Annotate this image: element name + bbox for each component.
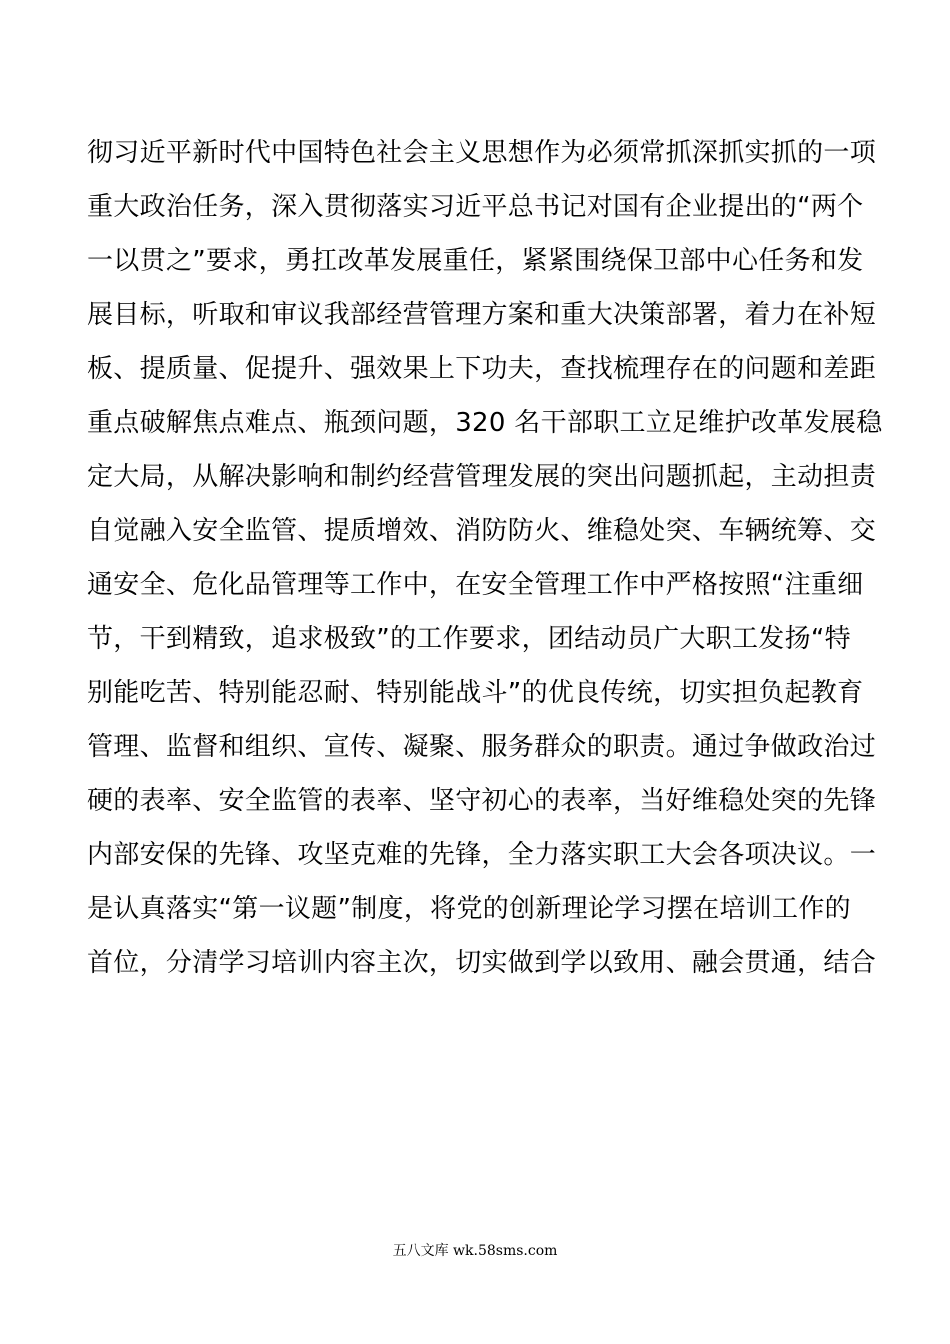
text-line: 定大局，从解决影响和制约经营管理发展的突出问题抓起，主动担责 <box>87 462 877 492</box>
text-line: 自觉融入安全监管、提质增效、消防防火、维稳处突、车辆统筹、交 <box>87 516 877 546</box>
text-line: 重点破解焦点难点、瓶颈问题，320 名干部职工立足维护改革发展稳 <box>87 408 883 438</box>
text-line: 管理、监督和组织、宣传、凝聚、服务群众的职责。通过争做政治过 <box>87 732 877 762</box>
text-line: 重大政治任务，深入贯彻落实习近平总书记对国有企业提出的“两个 <box>87 192 864 222</box>
text-line: 通安全、危化品管理等工作中，在安全管理工作中严格按照“注重细 <box>87 570 864 600</box>
text-line: 一以贯之”要求，勇扛改革发展重任，紧紧围绕保卫部中心任务和发 <box>87 246 864 276</box>
text-line: 展目标，听取和审议我部经营管理方案和重大决策部署，着力在补短 <box>87 300 877 330</box>
text-line: 节，干到精致，追求极致”的工作要求，团结动员广大职工发扬“特 <box>87 624 851 654</box>
text-line: 内部安保的先锋、攻坚克难的先锋，全力落实职工大会各项决议。一 <box>87 840 877 870</box>
text-line: 板、提质量、促提升、强效果上下功夫，查找梳理存在的问题和差距 <box>87 354 877 384</box>
text-line: 硬的表率、安全监管的表率、坚守初心的表率，当好维稳处突的先锋 <box>87 786 877 816</box>
text-line: 彻习近平新时代中国特色社会主义思想作为必须常抓深抓实抓的一项 <box>87 138 877 168</box>
page-footer: 五八文库 wk.58sms.com <box>392 1243 558 1259</box>
text-line: 首位，分清学习培训内容主次，切实做到学以致用、融会贯通，结合 <box>87 948 877 978</box>
text-line: 别能吃苦、特别能忍耐、特别能战斗”的优良传统，切实担负起教育 <box>87 678 864 708</box>
text-line: 是认真落实“第一议题”制度，将党的创新理论学习摆在培训工作的 <box>87 894 851 924</box>
body-paragraph <box>87 126 883 990</box>
